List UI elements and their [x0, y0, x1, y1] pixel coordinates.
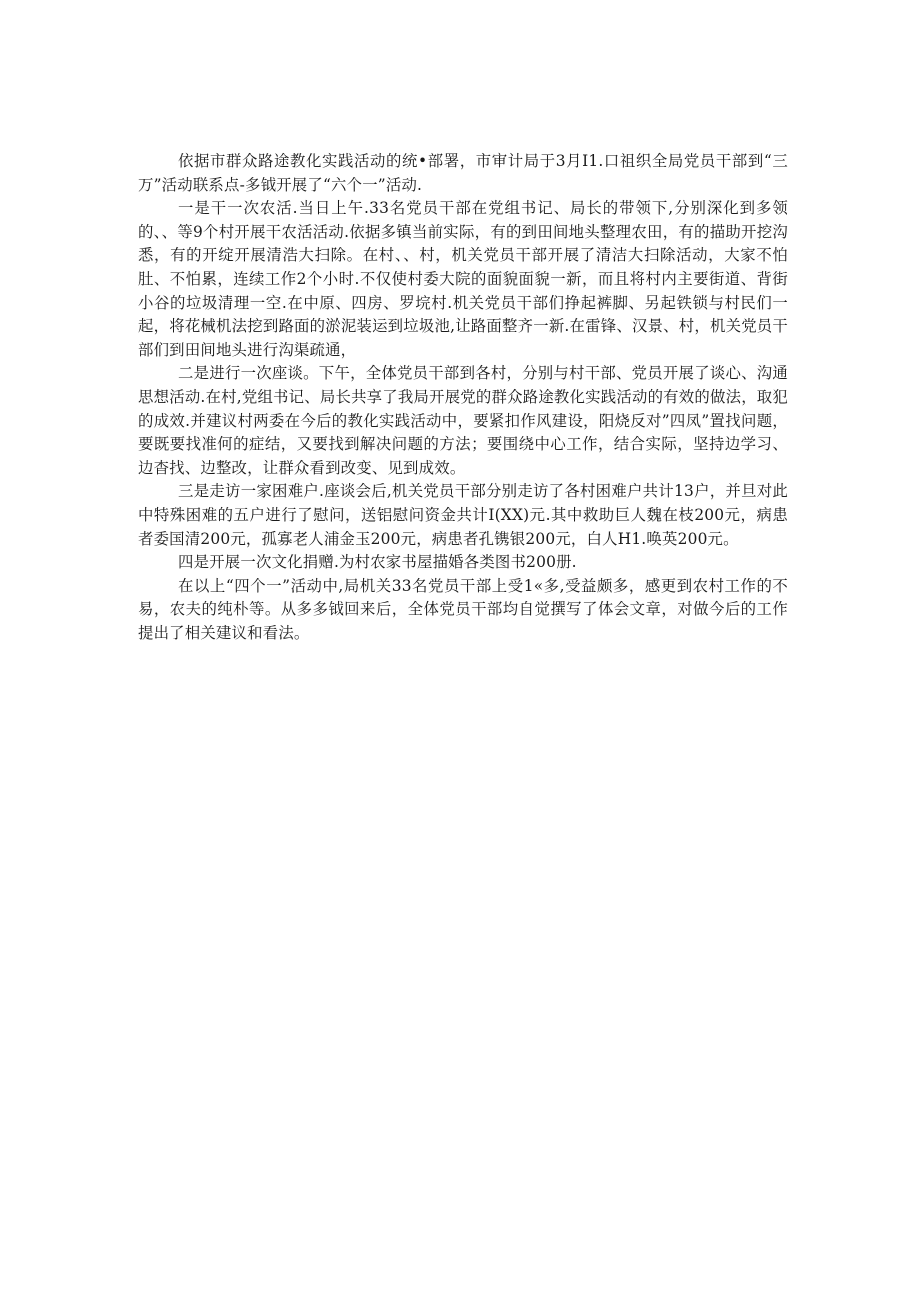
- paragraph-forum: 二是进行一次座谈。下午，全体党员干部到各村，分别与村干部、党员开展了谈心、沟通思想活动.在村,党组书记、局长共享了我局开展党的群众路途教化实践活动的有效的做法，取犯的成效.并建议村两委在今后的教化实践活动中，要紧扣作风建设，阳烧反对”四凤”置找问题，要既要找准何的症结，又要找到解决问题的方法；要围绕中心工作，结合实际，坚持边学习、边杳找、边整改，让群众看到改变、见到成效。: [138, 364, 788, 477]
- paragraph-farm-work: 一是干一次农活.当日上午.33名党员干部在党组书记、局长的带领下,分别深化到多领的、、等9个村开展干农活活动.依据多镇当前实际，有的到田间地头整理农田，有的描助开挖沟悉，有的开绽开展清浩大扫除。在村、、村，机关党员干部开展了清洁大扫除活动，大家不怕肚、不怕累，连续工作2个小时.不仅使村委大院的面貌面貌一新，而且将村内主要街道、背街小谷的垃圾清理一空.在中原、四房、罗垸村.机关党员干部们挣起裤脚、另起铁锁与村民们一起，将花械机法挖到路面的淤泥装运到垃圾池,让路面整齐一新.在雷锋、汉景、村，机关党员干部们到田间地头进行沟渠疏通，: [138, 199, 788, 359]
- document-body: [138, 150, 788, 645]
- paragraph-summary: 在以上“四个一”活动中,局机关33名党员干部上受1«多,受益颇多，感更到农村工作的不易，农夫的纯朴等。从多多钺回来后，全体党员干部均自觉撰写了体会文章，对做今后的工作提出了相关建议和看法。: [138, 576, 788, 642]
- paragraph-visit-households: 三是走访一家困难户.座谈会后,机关党员干部分别走访了各村困难户共计13户，并旦对此中特殊困难的五户进行了慰问，送铝慰问资金共计I(XX)元.其中救助巨人魏在枝200元，病患者委国清200元，孤寡老人浦金玉200元，病患者孔镌银200元，白人H1.唤英200元。: [138, 482, 788, 548]
- paragraph-intro: 依据市群众路途教化实践活动的统•部署，市审计局于3月I1.口祖织全局党员干部到“三万”活动联系点-多钺开展了“六个一”活动.: [138, 152, 788, 194]
- paragraph-book-donation: 四是开展一次文化捐赠.为村农家书屋描婚各类图书200册.: [178, 553, 577, 572]
